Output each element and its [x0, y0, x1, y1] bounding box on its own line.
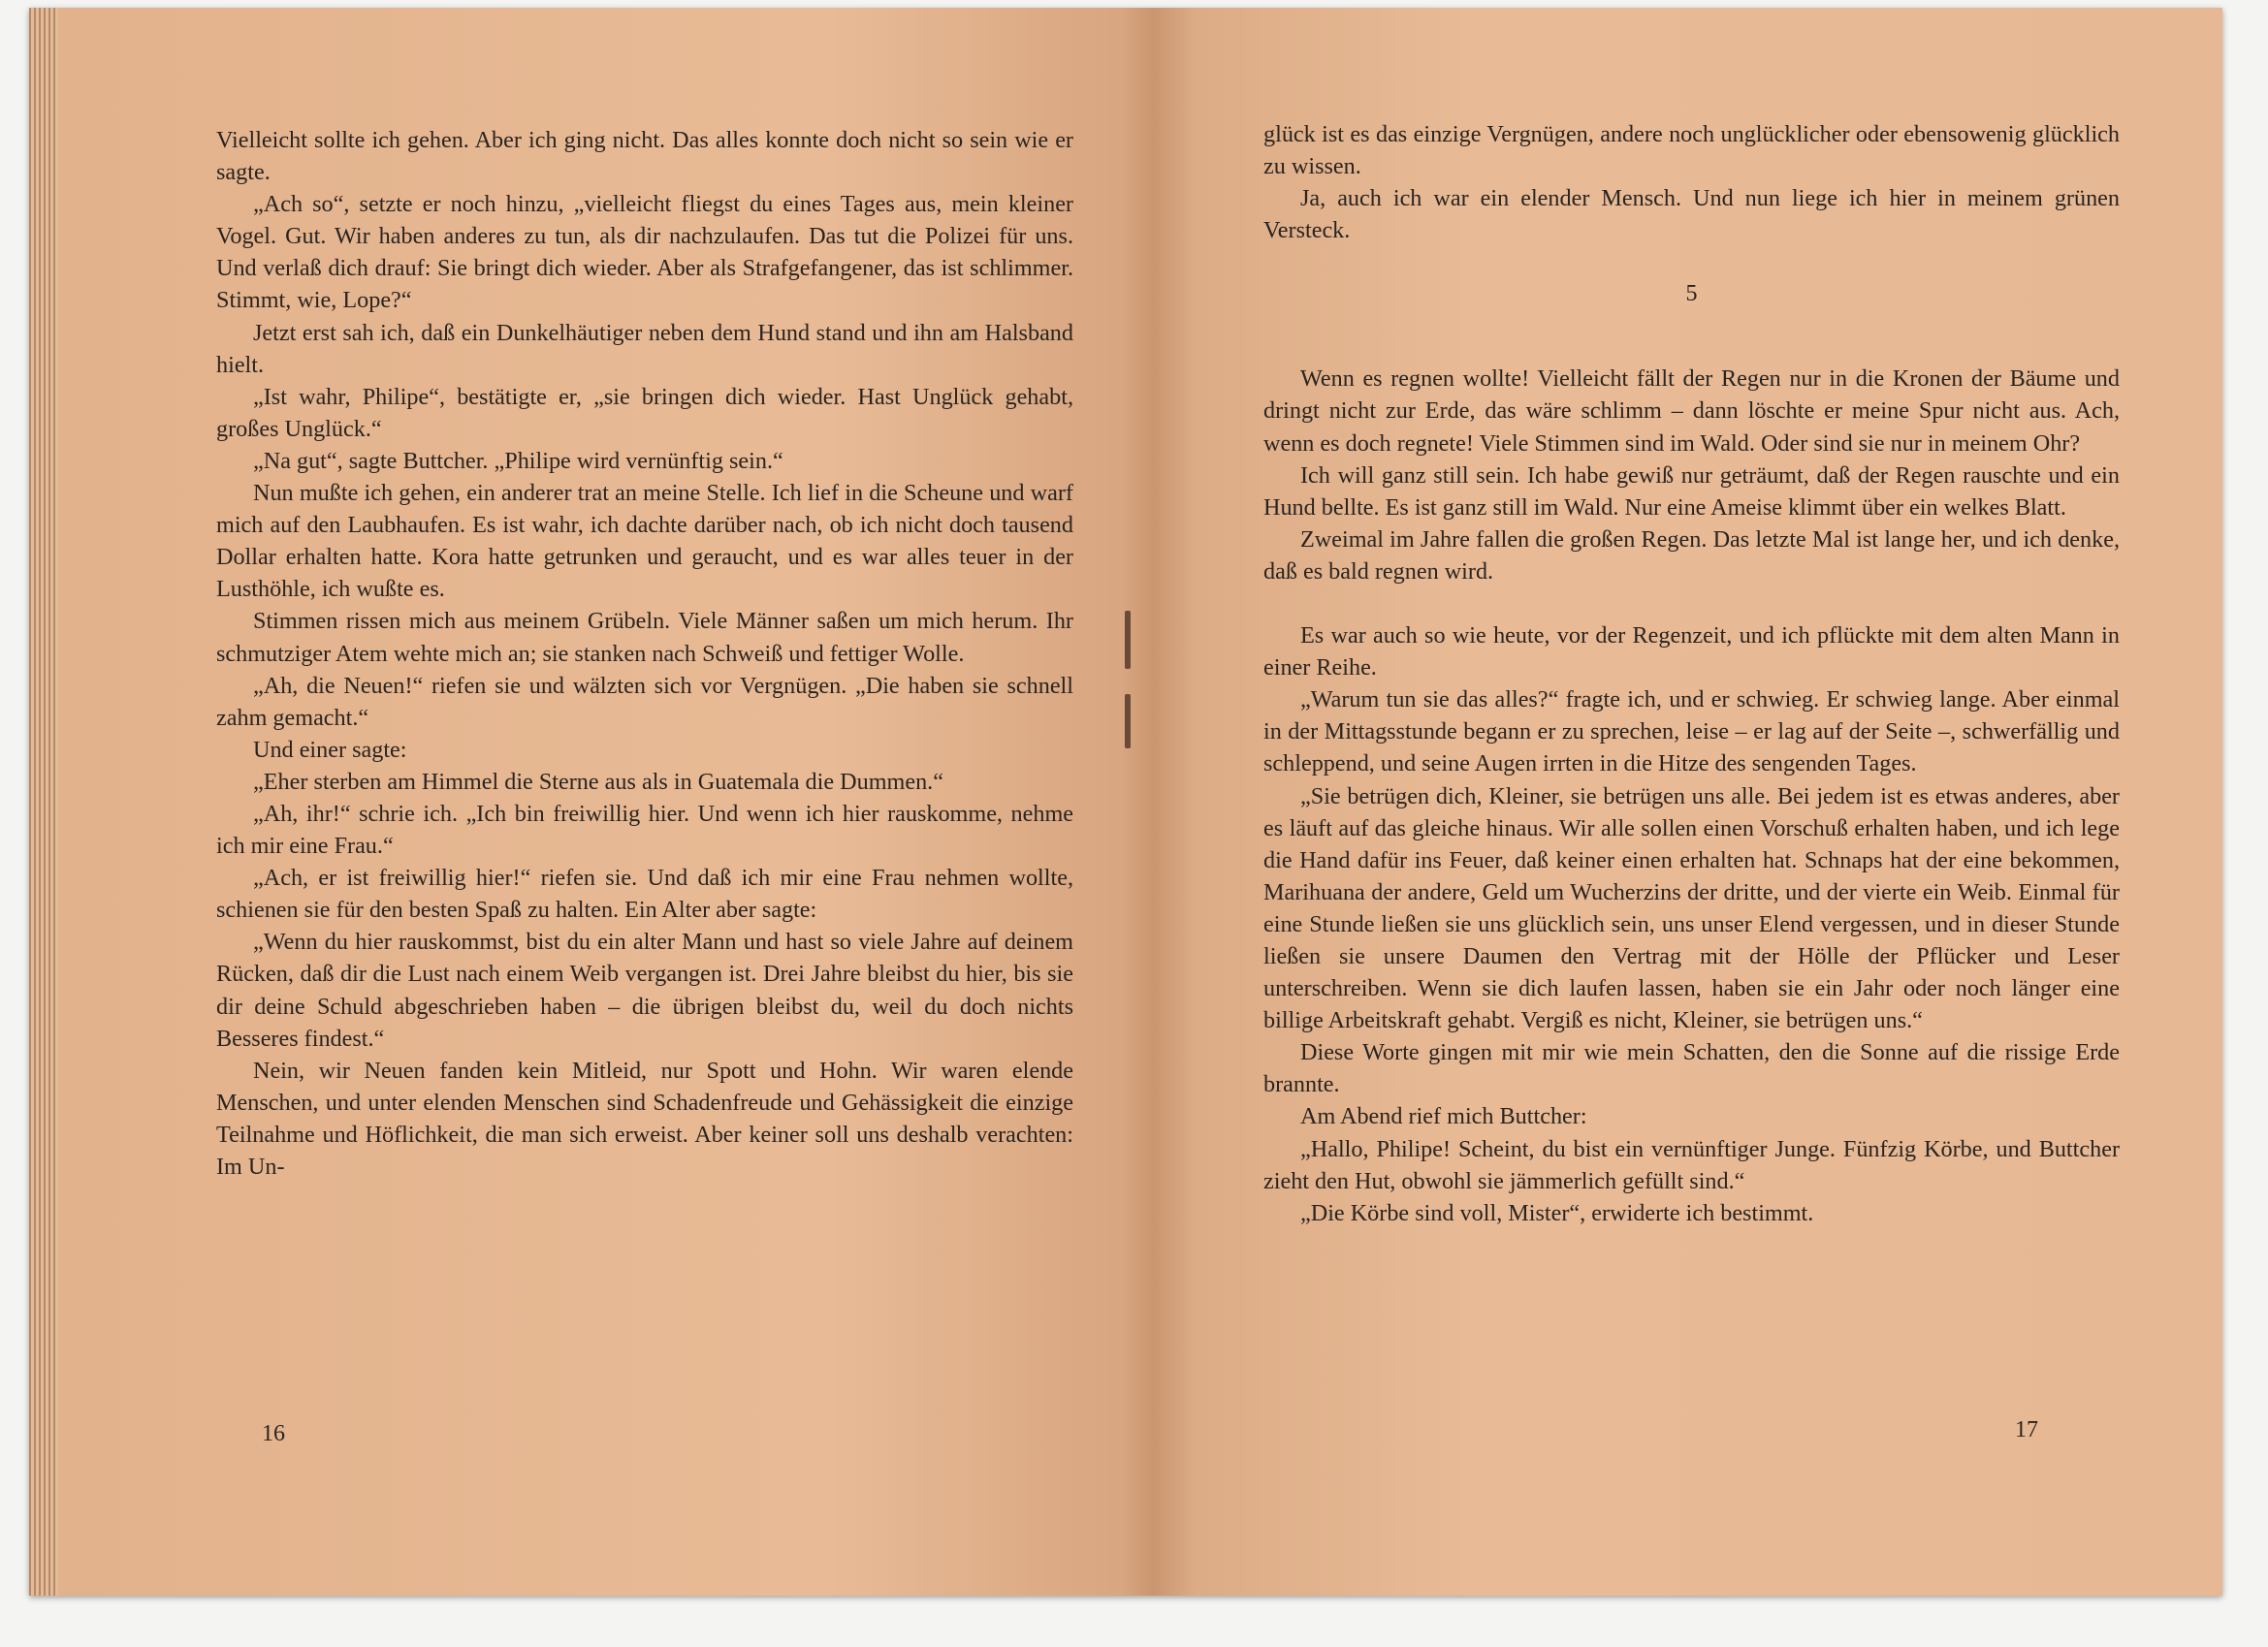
paragraph: „Na gut“, sagte Buttcher. „Philipe wird vernünftig sein.“	[253, 447, 783, 474]
paragraph: Zweimal im Jahre fallen die großen Regen. Das letzte Mal ist lange her, und ich denke, daß es bald regnen wird.	[1263, 525, 2120, 585]
paragraph: „Eher sterben am Himmel die Sterne aus als in Guatemala die Dummen.“	[253, 768, 943, 795]
paragraph: Ja, auch ich war ein elender Mensch. Und nun liege ich hier in meinem grünen Versteck.	[1263, 185, 2120, 244]
chapter-number: 5	[1685, 281, 1698, 307]
paragraph: Vielleicht sollte ich gehen. Aber ich ging nicht. Das alles konnte doch nicht so sein wie er sagte.	[216, 127, 1073, 186]
paragraph: Ich will ganz still sein. Ich habe gewiß nur geträumt, daß der Regen rauschte und ein Hund bellte. Es ist ganz still im Wald. Nur eine Ameise klimmt über ein welkes Blatt.	[1263, 461, 2120, 521]
chapter-heading	[1263, 246, 2120, 363]
page-number: 17	[2015, 1417, 2038, 1442]
paragraph: „Ah, die Neuen!“ riefen sie und wälzten sich vor Vergnügen. „Die haben sie schnell zahm gemacht.“	[216, 672, 1073, 731]
left-page-text	[216, 124, 1073, 1183]
left-page	[58, 8, 1154, 1596]
paragraph: glück ist es das einzige Vergnügen, andere noch unglücklicher oder ebensowenig glücklich zu wissen.	[1263, 121, 2120, 180]
paragraph: Stimmen rissen mich aus meinem Grübeln. Viele Männer saßen um mich herum. Ihr schmutziger Atem wehte mich an; sie stanken nach Schweiß und fettiger Wolle.	[216, 608, 1073, 667]
paragraph: Nun mußte ich gehen, ein anderer trat an meine Stelle. Ich lief in die Scheune und warf mich auf den Laubhaufen. Es ist wahr, ich dachte darüber nach, ob ich nicht doch tausend Dollar erhalten hatte. Kora hatte getrunken und geraucht, und es war alles teuer in der Lusthöhle, ich wußte es.	[216, 480, 1073, 603]
paragraph: „Ist wahr, Philipe“, bestätigte er, „sie bringen dich wieder. Hast Unglück gehabt, großes Unglück.“	[216, 383, 1073, 442]
paragraph: Jetzt erst sah ich, daß ein Dunkelhäutiger neben dem Hund stand und ihn am Halsband hielt.	[216, 319, 1073, 378]
paragraph: Wenn es regnen wollte! Vielleicht fällt der Regen nur in die Kronen der Bäume und dringt nicht zur Erde, das wäre schlimm – dann löschte er meine Spur nicht aus. Ach, wenn es doch regnete! Viele Stimmen sind im Wald. Oder sind sie nur in meinem Ohr?	[1263, 365, 2120, 457]
staple	[1125, 611, 1131, 669]
paragraph: „Wenn du hier rauskommst, bist du ein alter Mann und hast so viele Jahre auf deinem Rücken, daß dir die Lust nach einem Weib vergangen ist. Drei Jahre bleibst du hier, bis sie dir deine Schuld abgeschrieben haben – die übrigen bleibst du, weil du doch nichts Besseres findest.“	[216, 929, 1073, 1052]
paragraph: „Hallo, Philipe! Scheint, du bist ein vernünftiger Junge. Fünfzig Körbe, und Buttcher zieht den Hut, obwohl sie jämmerlich gefüllt sind.“	[1263, 1135, 2120, 1194]
staple	[1125, 694, 1131, 748]
paragraph: „Die Körbe sind voll, Mister“, erwiderte ich bestimmt.	[1300, 1199, 1814, 1226]
paragraph: „Sie betrügen dich, Kleiner, sie betrügen uns alle. Bei jedem ist es etwas anderes, aber es läuft auf das gleiche hinaus. Wir alle sollen einen Vorschuß erhalten haben, und ich lege die Hand dafür ins Feuer, daß keiner einen erhalten hat. Schnaps hat der eine bekommen, Marihuana der andere, Geld um Wucherzins der dritte, und der vierte ein Weib. Einmal für eine Stunde ließen sie uns glücklich sein, uns unser Elend vergessen, und in dieser Stunde ließen sie unsere Daumen den Vertrag mit der Hölle der Pflücker und Leser unterschreiben. Wenn sie dich laufen lassen, haben sie ein Jahr oder noch länger eine billige Arbeitskraft gehabt. Vergiß es nicht, Kleiner, sie betrügen uns.“	[1263, 782, 2120, 1034]
paragraph: Diese Worte gingen mit mir wie mein Schatten, den die Sonne auf die rissige Erde brannte.	[1263, 1039, 2120, 1098]
page-edges	[29, 8, 58, 1596]
right-page-text	[1263, 118, 2120, 1229]
page-number: 16	[262, 1421, 285, 1446]
right-page	[1154, 8, 2222, 1596]
paragraph: „Ach so“, setzte er noch hinzu, „vielleicht fliegst du eines Tages aus, mein kleiner Vogel. Gut. Wir haben anderes zu tun, als dir nachzulaufen. Das tut die Polizei für uns. Und verlaß dich drauf: Sie bringt dich wieder. Aber als Strafgefangener, das ist schlimmer. Stimmt, wie, Lope?“	[216, 191, 1073, 314]
paragraph: „Ach, er ist freiwillig hier!“ riefen sie. Und daß ich mir eine Frau nehmen wollte, schienen sie für den besten Spaß zu halten. Ein Alter aber sagte:	[216, 865, 1073, 924]
paragraph: Nein, wir Neuen fanden kein Mitleid, nur Spott und Hohn. Wir waren elende Menschen, und unter elenden Menschen sind Schadenfreude und Gehässigkeit die einzige Teilnahme und Höflichkeit, die man sich erweist. Aber keiner soll uns deshalb verachten: Im Un-	[216, 1057, 1073, 1180]
paragraph: Am Abend rief mich Buttcher:	[1300, 1103, 1587, 1130]
paragraph: Es war auch so wie heute, vor der Regenzeit, und ich pflückte mit dem alten Mann in einer Reihe.	[1263, 622, 2120, 681]
paragraph: „Warum tun sie das alles?“ fragte ich, und er schwieg. Er schwieg lange. Aber einmal in der Mittagsstunde begann er zu sprechen, leise – er lag auf der Seite –, schwerfällig und schleppend, und seine Augen irrten in die Hitze des sengenden Tages.	[1263, 686, 2120, 777]
paragraph: Und einer sagte:	[253, 736, 407, 763]
paragraph: „Ah, ihr!“ schrie ich. „Ich bin freiwillig hier. Und wenn ich hier rauskomme, nehme ich mir eine Frau.“	[216, 800, 1073, 860]
book-spread	[29, 8, 2222, 1596]
